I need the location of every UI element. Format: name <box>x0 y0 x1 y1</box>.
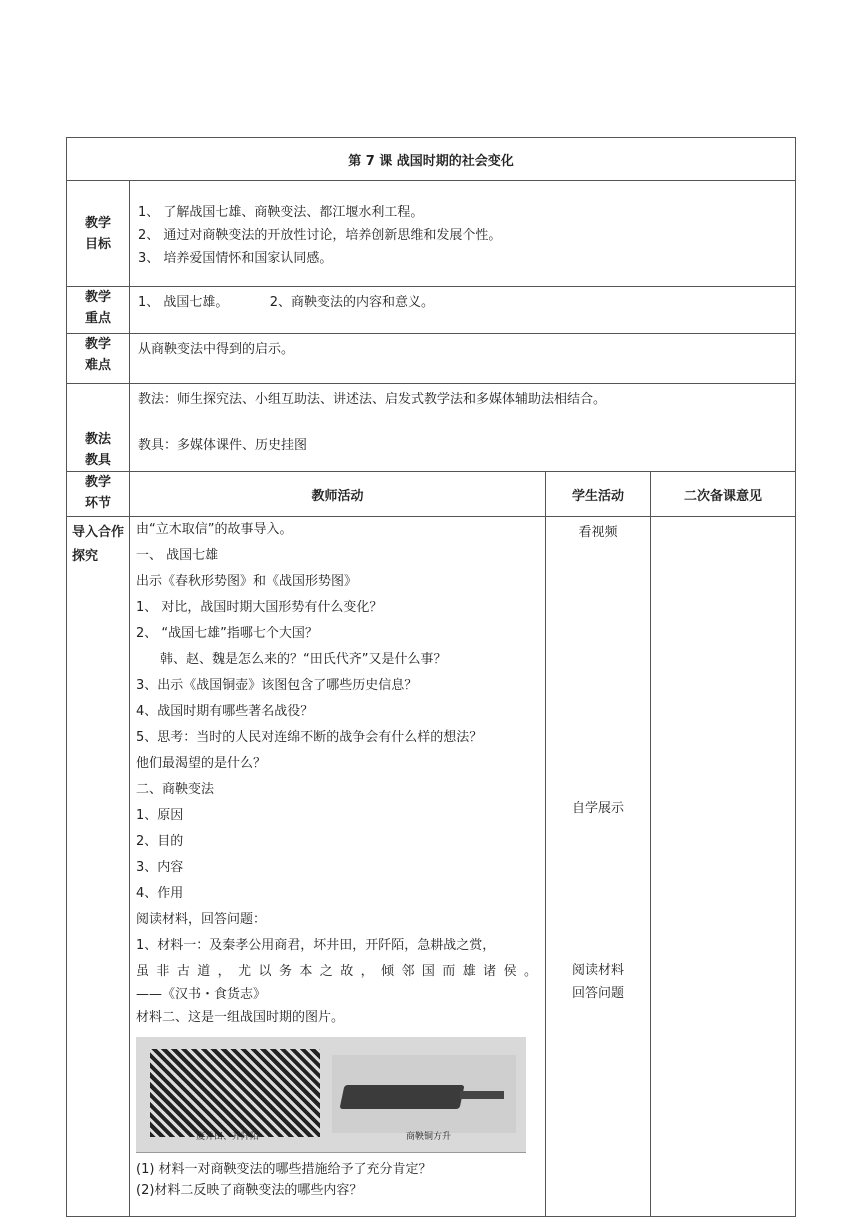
lesson-plan-table <box>66 137 796 1217</box>
activity-line: 材料二、这是一组战国时期的图片。 <box>136 1010 345 1025</box>
activity-line: 2、 “战国七雄”指哪七个大国？ <box>136 626 318 641</box>
teacher-header: 教师活动 <box>130 472 546 517</box>
difficulty-text: 从商鞅变法中得到的启示。 <box>138 342 295 357</box>
methods-label <box>67 384 130 472</box>
activity-line: 4、作用 <box>136 886 184 901</box>
goal-item: 3、 培养爱国情怀和国家认同感。 <box>138 251 333 266</box>
notes-header: 二次备课意见 <box>651 472 796 517</box>
goal-item: 2、 通过对商鞅变法的开放性讨论，培养创新思维和发展个性。 <box>138 228 502 243</box>
stage-label <box>67 517 130 1217</box>
goal-item: 1、 了解战国七雄、商鞅变法、都江堰水利工程。 <box>138 205 424 220</box>
stage-header-text: 教学环节 <box>84 475 111 511</box>
activity-line: 一、 战国七雄 <box>136 548 219 563</box>
activity-line: 二、商鞅变法 <box>136 782 215 797</box>
notes-cell <box>651 517 796 1217</box>
difficulty-label-text: 教学难点 <box>84 337 111 373</box>
lesson-plan <box>66 137 795 1217</box>
activity-line: 3、出示《战国铜壶》该图包含了哪些历史信息？ <box>136 678 418 693</box>
question-line: (2)材料二反映了商鞅变法的哪些内容？ <box>136 1183 363 1198</box>
activity-line: 他们最渴望的是什么？ <box>136 756 267 771</box>
activity-line: 阅读材料，回答问题： <box>136 912 267 927</box>
activity-line: 2、目的 <box>136 834 184 849</box>
activity-line: 1、原因 <box>136 808 184 823</box>
key-points-label-text: 教学重点 <box>84 290 111 326</box>
activity-line: 由“立木取信”的故事导入。 <box>136 522 293 537</box>
stage-header <box>67 472 130 517</box>
difficulty-label <box>67 334 130 384</box>
activity-line: 虽非古道，尤以务本之故，倾邻国而雄诸侯。 <box>136 964 539 979</box>
figure-caption-left: 废井田、开阡陌 <box>196 1132 260 1142</box>
activity-line: 1、 对比，战国时期大国形势有什么变化？ <box>136 600 383 615</box>
stage-label-text: 导入合作探究 <box>72 525 125 564</box>
activity-line: 3、内容 <box>136 860 184 875</box>
activity-line: 4、战国时期有哪些著名战役？ <box>136 704 314 719</box>
key-points-label <box>67 287 130 334</box>
student-header: 学生活动 <box>546 472 651 517</box>
warring-states-figure <box>136 1037 526 1153</box>
activity-line: 韩、赵、魏是怎么来的？“田氏代齐”又是什么事？ <box>160 652 447 667</box>
student-read: 阅读材料 <box>571 963 624 978</box>
methods-content <box>130 384 796 472</box>
lesson-title: 第 7 课 战国时期的社会变化 <box>67 138 796 181</box>
bronze-measure-handle <box>460 1091 504 1099</box>
figure-caption-right: 商鞅铜方升 <box>406 1132 452 1142</box>
student-answer: 回答问题 <box>571 986 624 1001</box>
teaching-tools: 教具：多媒体课件、历史挂图 <box>138 438 308 453</box>
goals-label <box>67 181 130 287</box>
student-activity <box>546 517 651 1217</box>
key-points-content <box>130 287 796 334</box>
key-points-text: 1、 战国七雄。 2、商鞅变法的内容和意义。 <box>138 295 434 310</box>
activity-line: 出示《春秋形势图》和《战国形势图》 <box>136 574 358 589</box>
teaching-method: 教法：师生探究法、小组互助法、讲述法、启发式教学法和多媒体辅助法相结合。 <box>138 392 607 407</box>
question-line: (1) 材料一对商鞅变法的哪些措施给予了充分肯定？ <box>136 1162 432 1177</box>
bronze-measure-image <box>332 1055 516 1133</box>
goals-label-text: 教学目标 <box>84 215 111 252</box>
methods-label-text: 教法教具 <box>84 432 111 468</box>
bronze-measure-body <box>339 1085 464 1109</box>
student-self-study: 自学展示 <box>571 801 624 816</box>
goals-content <box>130 181 796 287</box>
activity-line: 5、思考：当时的人民对连绵不断的战争会有什么样的想法？ <box>136 730 483 745</box>
activity-line: 1、材料一：及秦孝公用商君，坏井田，开阡陌，急耕战之赏， <box>136 938 496 953</box>
student-watch: 看视频 <box>578 525 618 540</box>
teacher-activity <box>130 517 546 1217</box>
activity-line: ——《汉书・食货志》 <box>136 987 267 1002</box>
difficulty-content <box>130 334 796 384</box>
